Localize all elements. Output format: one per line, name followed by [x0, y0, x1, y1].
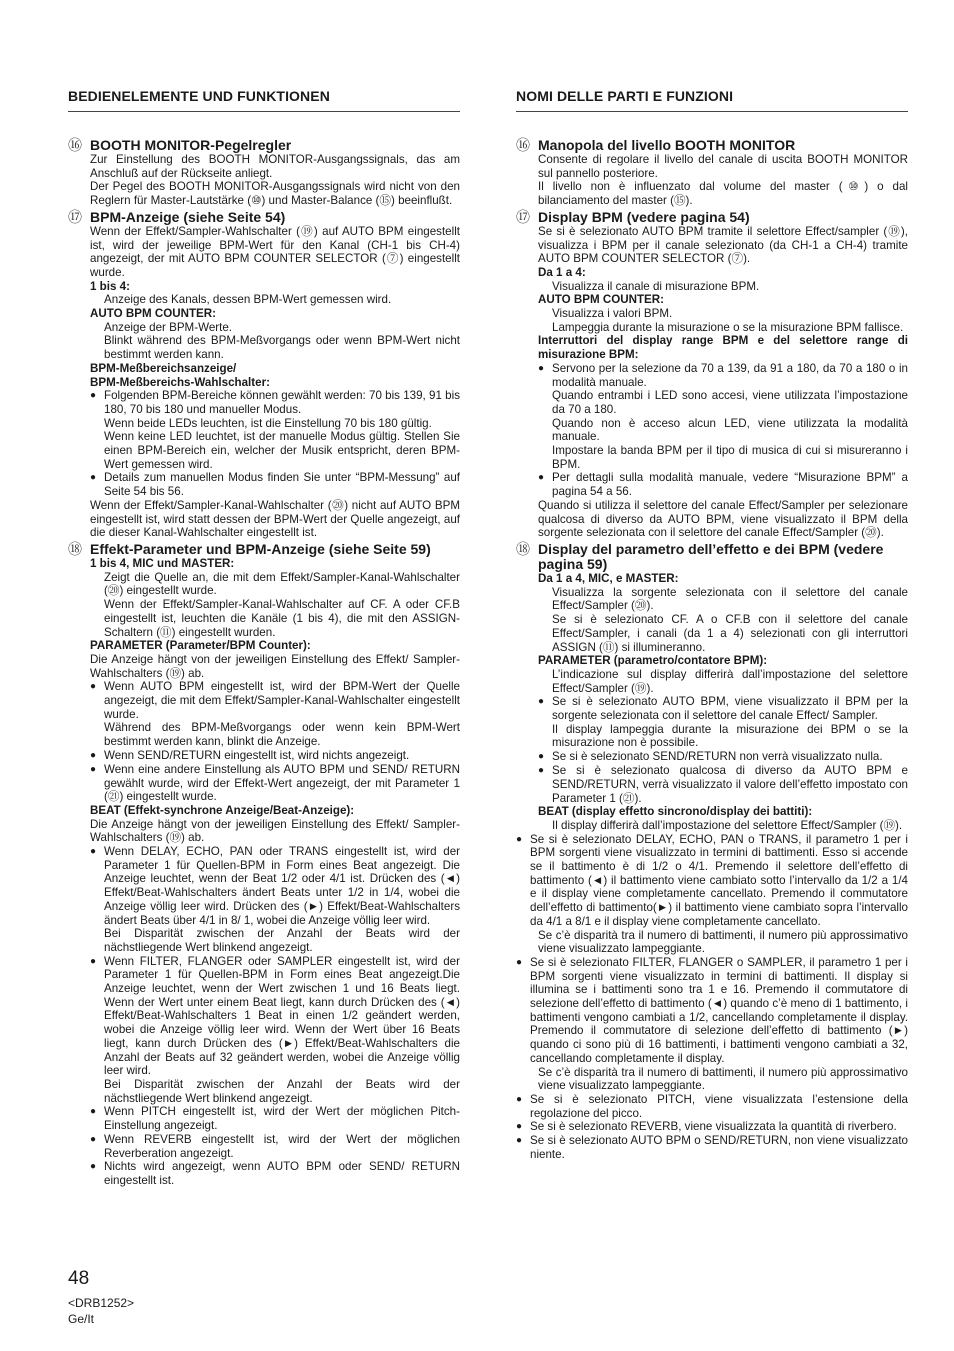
paragraph: Der Pegel des BOOTH MONITOR-Ausgangssignals wird nicht von den Reglern für Master-Lautstärke (⑩) und Master-Balance (⑮) beeinflußt. — [90, 180, 460, 208]
paragraph: Wenn der Effekt/Sampler-Kanal-Wahlschalter (⑳) nicht auf AUTO BPM eingestellt ist, wird statt dessen der BPM-Wert der Quelle angezeigt, auf die dieser Kanal-Wahlschalter eingestellt ist. — [90, 498, 460, 540]
column-heading: NOMI DELLE PARTI E FUNZIONI — [516, 88, 908, 112]
section — [516, 542, 908, 1162]
bullet-item — [538, 764, 908, 805]
bullet-item — [90, 471, 460, 498]
bullet-text: Wenn DELAY, ECHO, PAN oder TRANS eingestellt ist, wird der Parameter 1 für Quellen-BPM in Form eines Beat angezeigt. Die Anzeige leuchtet, wenn der Beat 1/2 oder 4/1 ist. Drücken des (◄) Effekt/Beat-Wahlschalters ändert Beats unter 1/2 in 1/4, wobei die Anzeige völlig leer wird. Drücken des (►) Effekt/Beat-Wahlschalters ändert Beats über 4/1 in 8/ 1, wobei die Anzeige völlig leer wird. — [104, 845, 460, 927]
bullet-icon: ● — [516, 833, 523, 845]
subheading: 1 bis 4, MIC und MASTER: — [90, 556, 235, 570]
subheading: PARAMETER (parametro/contatore BPM): — [538, 654, 768, 668]
indented-text: Anzeige der BPM-Werte. — [104, 320, 233, 334]
indented-text: Wenn der Effekt/Sampler-Kanal-Wahlschalter auf CF. A oder CF.B eingestellt ist, leuchten die Kanäle (1 bis 4), die mit den ASSIGN-Schaltern (⑪) eingestellt wurden. — [104, 598, 460, 639]
bullet-icon: ● — [90, 749, 97, 761]
document-code — [68, 1295, 134, 1327]
subheading: 1 bis 4: — [90, 279, 130, 293]
bullet-item — [516, 1093, 908, 1120]
section — [68, 138, 460, 208]
bullet-text: Wenn eine andere Einstellung als AUTO BPM und SEND/ RETURN gewählt wurde, wird der Effekt-Wert angezeigt, der mit Parameter 1 (㉑) eingestellt wurde. — [104, 762, 460, 804]
bullet-text: Se si è selezionato qualcosa di diverso da AUTO BPM e SEND/RETURN, verrà visualizzato il valore dell’effetto impostato con Parameter 1 (㉑). — [552, 764, 908, 805]
bullet-icon: ● — [516, 1121, 523, 1133]
bullet-icon: ● — [516, 1135, 523, 1147]
bullet-text: Servono per la selezione da 70 a 139, da 91 a 180, da 70 a 180 o in modalità manuale. — [552, 361, 908, 389]
section-title: BOOTH MONITOR-Pegelregler — [90, 137, 292, 153]
section-number: ⑰ — [516, 208, 530, 225]
bullet-icon: ● — [516, 956, 523, 968]
bullet-icon: ● — [538, 765, 545, 777]
indented-text: Quando non è acceso alcun LED, viene utilizzata la modalità manuale. — [552, 416, 908, 444]
indented-text: Se c’è disparità tra il numero di battimenti, il numero più approssimativo viene visualizzato lampeggiante. — [538, 928, 908, 956]
indented-text: Se si è selezionato CF. A o CF.B con il selettore del canale Effect/Sampler, i canali (da 1 a 4) selezionati con gli interruttori ASSIGN (⑪) si illumineranno. — [552, 613, 908, 654]
bullet-item — [90, 1133, 460, 1160]
paragraph: Se si è selezionato AUTO BPM tramite il selettore Effect/sampler (⑲), visualizza i BPM per il canale selezionato (da CH-1 a CH-4) tramite AUTO BPM COUNTER SELECTOR (⑦). — [538, 224, 908, 266]
section — [68, 542, 460, 1188]
bullet-item — [90, 1105, 460, 1132]
bullet-text: Folgenden BPM-Bereiche können gewählt werden: 70 bis 139, 91 bis 180, 70 bis 180 und manueller Modus. — [104, 389, 460, 416]
bullet-item — [90, 680, 460, 721]
subheading: BEAT (display effetto sincrono/display dei battiti): — [538, 805, 813, 819]
bullet-text: Wenn PITCH eingestellt ist, wird der Wert der möglichen Pitch-Einstellung angezeigt. — [104, 1105, 460, 1133]
doc-code-lang: Ge/It — [68, 1312, 95, 1326]
section-heading — [68, 210, 460, 225]
bullet-text: Se si è selezionato AUTO BPM o SEND/RETURN, non viene visualizzato niente. — [530, 1134, 908, 1162]
bullet-text: Se si è selezionato PITCH, viene visualizzata l’estensione della regolazione del picco. — [530, 1093, 908, 1120]
section-number: ⑯ — [516, 137, 530, 153]
section — [516, 138, 908, 208]
bullet-icon: ● — [90, 846, 97, 858]
bullet-item — [538, 750, 908, 764]
bullet-icon: ● — [538, 751, 545, 763]
bullet-text: Se si è selezionato DELAY, ECHO, PAN o TRANS, il parametro 1 per i BPM sorgenti viene visualizzato in termini di battimenti. Esso si accende se il battimento è di 1/2 o 4/1. Premendo il selettore dell’effetto di battimento (◄) il battimento viene cambiato sotto l’intervallo da 1/2 a 1/4 e il display viene completamente cancellato. Premendo il commutatore dell’effetto di battimento(►) il battimento viene cambiato sopra l’intervallo da 4/1 a 8/1 e il display viene completamente cancellato. — [530, 832, 908, 928]
bullet-item — [90, 749, 460, 763]
subheading: AUTO BPM COUNTER: — [90, 307, 217, 321]
bullet-text: Wenn AUTO BPM eingestellt ist, wird der BPM-Wert der Quelle angezeigt, die mit dem Effekt/Sampler-Kanal-Wahlschalter eingestellt wurde. — [104, 680, 460, 721]
indented-text: Bei Disparität zwischen der Anzahl der Beats wird der nächstliegende Wert blinkend angezeigt. — [104, 927, 460, 954]
page-number: 48 — [68, 1268, 90, 1289]
bullet-item — [90, 389, 460, 416]
section-body — [538, 153, 908, 208]
indented-text: Se c’è disparità tra il numero di battimenti, il numero più approssimativo viene visualizzato lampeggiante. — [538, 1065, 908, 1093]
bullet-item — [538, 695, 908, 722]
bullet-item — [90, 845, 460, 927]
section-number: ⑯ — [68, 137, 82, 153]
subheading: AUTO BPM COUNTER: — [538, 293, 665, 307]
indented-text: Il display differirà dall’impostazione del selettore Effect/Sampler (⑲). — [552, 818, 903, 832]
section-body — [90, 225, 460, 540]
column-italian — [516, 88, 908, 1164]
paragraph: Wenn der Effekt/Sampler-Wahlschalter (⑲) auf AUTO BPM eingestellt ist, wird der jeweilige BPM-Wert für den Kanal (CH-1 bis CH-4) angezeigt, der mit AUTO BPM COUNTER SELECTOR (⑦) eingestellt wurde. — [90, 224, 460, 279]
doc-code-id: <DRB1252> — [68, 1296, 135, 1310]
section-body — [538, 225, 908, 540]
bullet-item — [90, 763, 460, 804]
bullet-icon: ● — [90, 763, 97, 775]
section-body — [90, 153, 460, 208]
indented-text: Bei Disparität zwischen der Anzahl der Beats wird der nächstliegende Wert blinkend angezeigt. — [104, 1078, 460, 1105]
section-title: BPM-Anzeige (siehe Seite 54) — [90, 208, 286, 225]
indented-text: Wenn keine LED leuchtet, ist der manuelle Modus gültig. Stellen Sie einen BPM-Bereich ein, welcher der Musik entspricht, deren BPM-Wert gemessen wird. — [104, 430, 460, 471]
indented-text: Zeigt die Quelle an, die mit dem Effekt/Sampler-Kanal-Wahlschalter (⑳) eingestellt wurde. — [104, 570, 460, 598]
bullet-text: Se si è selezionato SEND/RETURN non verrà visualizzato nulla. — [552, 750, 883, 764]
subheading: PARAMETER (Parameter/BPM Counter): — [90, 639, 311, 653]
paragraph: Die Anzeige hängt von der jeweiligen Einstellung des Effekt/ Sampler-Wahlschalters (⑲) ab. — [90, 817, 460, 845]
column-heading: BEDIENELEMENTE UND FUNKTIONEN — [68, 88, 460, 112]
subheading: Da 1 a 4: — [538, 265, 586, 279]
bullet-item — [538, 471, 908, 498]
indented-text: L’indicazione sul display differirà dall’impostazione del selettore Effect/Sampler (⑲). — [552, 667, 908, 695]
bullet-icon: ● — [538, 472, 545, 484]
section-number: ⑱ — [516, 540, 530, 557]
bullet-icon: ● — [90, 955, 97, 967]
indented-text: Visualizza i valori BPM. — [552, 307, 673, 321]
paragraph: Quando si utilizza il selettore del canale Effect/Sampler per selezionare qualcosa di diverso da AUTO BPM, viene visualizzato il BPM della sorgente selezionata con il selettore del canale Effect/Sampler (⑳). — [538, 498, 908, 540]
indented-text: Während des BPM-Meßvorgangs oder wenn kein BPM-Wert bestimmt werden kann, blinkt die Anzeige. — [104, 721, 460, 749]
paragraph: Consente di regolare il livello del canale di uscita BOOTH MONITOR sul pannello posteriore. — [538, 153, 908, 180]
bullet-text: Se si è selezionato REVERB, viene visualizzata la quantità di riverbero. — [530, 1120, 897, 1134]
subheading: Da 1 a 4, MIC, e MASTER: — [538, 571, 679, 585]
subheading: BEAT (Effekt-synchrone Anzeige/Beat-Anzeige): — [90, 803, 355, 817]
section-heading — [516, 210, 908, 225]
section-number: ⑱ — [68, 540, 82, 557]
indented-text: Visualizza il canale di misurazione BPM. — [552, 279, 760, 293]
column-german — [68, 88, 460, 1190]
bullet-item — [516, 833, 908, 929]
paragraph: Il livello non è influenzato dal volume del master (⑩) o dal bilanciamento del master (⑮). — [538, 180, 908, 208]
bullet-icon: ● — [516, 1094, 523, 1105]
paragraph: Die Anzeige hängt von der jeweiligen Einstellung des Effekt/ Sampler-Wahlschalters (⑲) ab. — [90, 652, 460, 680]
section-title: Effekt-Parameter und BPM-Anzeige (siehe Seite 59) — [90, 540, 431, 557]
indented-text: Impostare la banda BPM per il tipo di musica di cui si misureranno i BPM. — [552, 444, 908, 471]
indented-text: Blinkt während des BPM-Meßvorgangs oder wenn BPM-Wert nicht bestimmt werden kann. — [104, 334, 460, 362]
indented-text: Il display lampeggia durante la misurazione dei BPM o se la misurazione non è possibile. — [552, 722, 908, 750]
section — [516, 210, 908, 540]
section-number: ⑰ — [68, 208, 82, 225]
bullet-icon: ● — [538, 362, 545, 374]
subheading: BPM-Meßbereichsanzeige/ — [90, 361, 237, 375]
bullet-item — [516, 1120, 908, 1134]
bullet-text: Per dettagli sulla modalità manuale, vedere “Misurazione BPM” a pagina 54 a 56. — [552, 471, 908, 499]
section-body — [90, 557, 460, 1188]
indented-text: Visualizza la sorgente selezionata con il selettore del canale Effect/Sampler (⑳). — [552, 585, 908, 613]
section-title: Manopola del livello BOOTH MONITOR — [538, 137, 796, 153]
subheading: BPM-Meßbereichs-Wahlschalter: — [90, 375, 270, 389]
bullet-text: Wenn REVERB eingestellt ist, wird der Wert der möglichen Reverberation angezeigt. — [104, 1132, 460, 1160]
indented-text: Wenn beide LEDs leuchten, ist die Einstellung 70 bis 180 gültig. — [104, 416, 432, 430]
section — [68, 210, 460, 540]
subheading: Interruttori del display range BPM e del selettore range di misurazione BPM: — [538, 334, 908, 362]
bullet-text: Details zum manuellen Modus finden Sie unter “BPM-Messung” auf Seite 54 bis 56. — [104, 471, 460, 499]
section-title: Display BPM (vedere pagina 54) — [538, 208, 750, 225]
bullet-icon: ● — [90, 1106, 97, 1118]
section-title: Display del parametro dell’effetto e dei BPM (vedere pagina 59) — [538, 540, 884, 572]
bullet-icon: ● — [90, 472, 97, 484]
bullet-item — [538, 362, 908, 389]
bullet-icon: ● — [90, 1133, 97, 1145]
bullet-item — [90, 955, 460, 1078]
bullet-icon: ● — [90, 1161, 97, 1173]
bullet-text: Nichts wird angezeigt, wenn AUTO BPM oder SEND/ RETURN eingestellt ist. — [104, 1160, 460, 1187]
bullet-icon: ● — [538, 696, 545, 708]
section-heading — [68, 542, 460, 557]
indented-text: Anzeige des Kanals, dessen BPM-Wert gemessen wird. — [104, 293, 392, 307]
bullet-item — [516, 956, 908, 1066]
section-heading — [68, 138, 460, 153]
bullet-item — [516, 1134, 908, 1161]
bullet-text: Wenn SEND/RETURN eingestellt ist, wird nichts angezeigt. — [104, 748, 410, 762]
bullet-item — [90, 1160, 460, 1187]
section-heading — [516, 542, 908, 572]
indented-text: Quando entrambi i LED sono accesi, viene utilizzata l’impostazione da 70 a 180. — [552, 389, 908, 416]
bullet-text: Se si è selezionato AUTO BPM, viene visualizzato il BPM per la sorgente selezionata con il selettore del canale Effect/ Sampler. — [552, 695, 908, 723]
paragraph: Zur Einstellung des BOOTH MONITOR-Ausgangssignals, das am Anschluß auf der Rückseite anliegt. — [90, 153, 460, 180]
bullet-text: Wenn FILTER, FLANGER oder SAMPLER eingestellt ist, wird der Parameter 1 für Quellen-BPM in Form eines Beat angezeigt.Die Anzeige leuchtet, wenn der Wert zwischen 1 und 16 Beats liegt. Wenn der Wert unter einem Beat liegt, kann durch Drücken des (◄) Effekt/Beat-Wahlschalters 1 Beat in einen 1/2 geändert werden, wobei die Anzeige völlig leer wird. Wenn der Wert über 16 Beats liegt, kann durch Drücken des (►) Effekt/Beat-Wahlschalters die Anzahl der Beats auf 32 geändert werden, wobei die Anzeige völlig leer wird. — [104, 954, 460, 1078]
indented-text: Lampeggia durante la misurazione o se la misurazione BPM fallisce. — [552, 320, 904, 334]
section-heading — [516, 138, 908, 153]
bullet-text: Se si è selezionato FILTER, FLANGER o SAMPLER, il parametro 1 per i BPM sorgenti viene visualizzato in termini di battimenti. Il display si illumina se i battimenti sono tra 1 e 16. Premendo il commutatore di selezione dell’effetto di battimento (◄) quando c’è meno di 1 battimento, i battimenti vengono cambiati a 1/2, cancellando completamente il display. Premendo il commutatore di selezione dell’effetto di battimento (►) quando ci sono più di 16 battimenti, i battimenti vengono cambiati a 32, cancellando completamente il display. — [530, 955, 908, 1065]
bullet-icon: ● — [90, 390, 97, 402]
bullet-icon: ● — [90, 681, 97, 693]
section-body — [516, 571, 908, 1162]
